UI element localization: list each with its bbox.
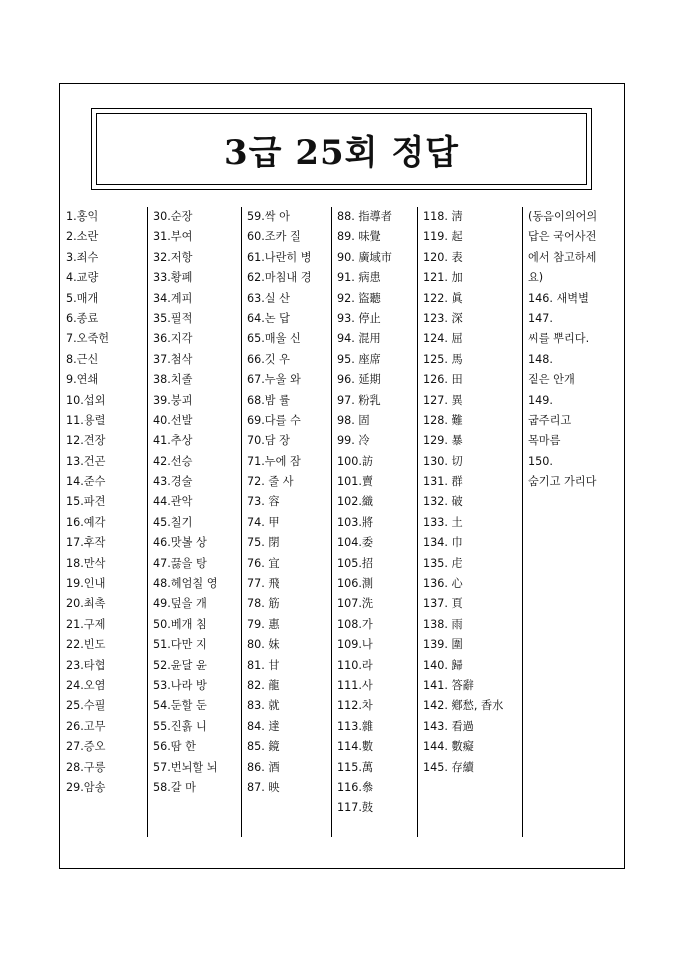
answer-item: 36.지각 [153,332,193,346]
answer-item: 115.萬 [337,760,374,774]
answer-item: 97. 粉乳 [337,393,381,407]
answer-item: 목마름 [528,434,561,448]
answer-item: 112.차 [337,699,373,713]
answer-item: 77. 飛 [247,577,280,591]
answer-item: 3.죄수 [66,250,99,264]
answer-item: 140. 歸 [423,658,463,672]
answer-item: 117.鼓 [337,801,374,815]
answer-item: 116.叅 [337,780,374,794]
answer-item: 98. 固 [337,413,370,427]
answer-item: 141. 答辭 [423,678,474,692]
answer-item: 42.선승 [153,454,193,468]
answer-item: 17.후작 [66,536,106,550]
answer-item: 103.將 [337,515,374,529]
answer-item: 53.나라 방 [153,678,207,692]
answer-item: 80. 妹 [247,638,280,652]
answer-item: 81. 甘 [247,658,280,672]
answer-item: 23.타협 [66,658,106,672]
answer-item: 106.測 [337,577,374,591]
answer-item: 28.구릉 [66,760,106,774]
answer-item: 21.구제 [66,617,106,631]
answer-item: 굽주리고 [528,413,572,427]
answer-item: 71.누에 잠 [247,454,301,468]
answer-column-4 [331,207,418,837]
answer-item: 74. 甲 [247,515,280,529]
answer-item: 145. 存續 [423,760,474,774]
answer-item: 30.순장 [153,210,193,223]
answer-item: 19.인내 [66,577,106,591]
answer-item: 55.진흙 니 [153,719,207,733]
answer-item: 142. 鄕愁, 香水 [423,699,504,713]
answer-item: 15.파견 [66,495,106,509]
answer-item: 119. 起 [423,230,463,244]
answer-item: 7.오죽헌 [66,332,110,346]
answer-item: 66.깃 우 [247,352,290,366]
answer-item: 48.헤엄칠 영 [153,577,218,591]
answer-item: 131. 群 [423,475,463,489]
answer-item: 33.황폐 [153,271,193,285]
answer-item: 147. [528,311,553,325]
answer-item: 100.訪 [337,454,374,468]
answer-item: 149. [528,393,553,407]
title-box [91,108,592,190]
answer-item: 109.나 [337,638,373,652]
answer-item: 34.계피 [153,291,193,305]
answer-item: 65.매울 신 [247,332,301,346]
answer-item: 82. 龍 [247,678,280,692]
answer-item: 61.나란히 병 [247,250,312,264]
answer-item: 60.조카 질 [247,230,301,244]
answer-item: 121. 加 [423,271,463,285]
answer-item: 79. 惠 [247,617,280,631]
answer-item: 107.洗 [337,597,374,611]
answer-item: 64.논 답 [247,311,290,325]
answer-item: 86. 酒 [247,760,280,774]
answer-item: 111.사 [337,678,373,692]
answer-item: 49.덮을 개 [153,597,207,611]
answer-item: 101.賣 [337,475,374,489]
answer-item: 148. [528,352,553,366]
answer-item: 88. 指導者 [337,210,392,223]
answer-column-6 [522,207,623,837]
answer-item: 43.경술 [153,475,193,489]
answer-item: 96. 延期 [337,373,381,387]
answer-item: 44.관악 [153,495,193,509]
answer-item: 134. 巾 [423,536,463,550]
answer-item: 95. 座席 [337,352,381,366]
answer-item: 128. 難 [423,413,463,427]
answer-column-2 [147,207,242,837]
answer-item: 62.마침내 경 [247,271,312,285]
answer-item: 51.다만 지 [153,638,207,652]
answer-item: 108.가 [337,617,373,631]
answer-item: 122. 眞 [423,291,463,305]
answer-item: 92. 盜聽 [337,291,381,305]
answer-item: 41.추상 [153,434,193,448]
answer-item: 14.준수 [66,475,106,489]
answer-item: 113.雜 [337,719,374,733]
answer-item: 93. 停止 [337,311,381,325]
answer-item: 102.織 [337,495,374,509]
answer-item: 18.만삭 [66,556,106,570]
answer-item: 138. 雨 [423,617,463,631]
answer-item: 16.예각 [66,515,106,529]
answer-item: 52.윤달 윤 [153,658,207,672]
answer-item: 123. 深 [423,311,463,325]
answer-item: 84. 達 [247,719,280,733]
answer-item: 135. 虍 [423,556,463,570]
answer-item: 씨를 뿌리다. [528,332,590,346]
answer-item: 50.베개 침 [153,617,207,631]
answer-item: 63.실 산 [247,291,290,305]
answer-item: 75. 閉 [247,536,280,550]
answer-item: 39.붕괴 [153,393,193,407]
answer-item: 143. 看過 [423,719,474,733]
answer-item: 31.부여 [153,230,193,244]
answer-column-1 [66,207,148,837]
answer-item: 짙은 안개 [528,373,575,387]
answer-item: 125. 馬 [423,352,463,366]
answer-item: (동음이의어의 [528,210,598,223]
answer-item: 89. 味覺 [337,230,381,244]
title-inner-box [96,113,587,185]
answer-item: 54.둔할 둔 [153,699,207,713]
answer-item: 144. 數癡 [423,740,474,754]
answer-item: 45.칠기 [153,515,193,529]
answer-item: 114.數 [337,740,374,754]
answer-item: 1.홍익 [66,210,99,223]
answer-item: 58.갈 마 [153,780,196,794]
answer-item: 73. 容 [247,495,280,509]
answer-item: 요) [528,271,544,285]
answer-item: 20.최촉 [66,597,106,611]
answer-item: 답은 국어사전 [528,230,597,244]
answer-item: 150. [528,454,553,468]
answer-item: 22.빈도 [66,638,106,652]
answer-item: 91. 病患 [337,271,381,285]
answer-item: 72. 줄 사 [247,475,294,489]
answer-item: 94. 混用 [337,332,381,346]
answer-item: 8.근신 [66,352,99,366]
answer-item: 69.다를 수 [247,413,301,427]
answer-item: 105.招 [337,556,374,570]
answer-item: 38.치졸 [153,373,193,387]
answer-item: 10.섭외 [66,393,106,407]
answer-column-5 [417,207,523,837]
answer-item: 5.매개 [66,291,99,305]
answer-item: 2.소란 [66,230,99,244]
answer-item: 32.저항 [153,250,193,264]
answer-item: 숨기고 가리다 [528,475,597,489]
answer-item: 29.암송 [66,780,106,794]
answer-item: 87. 映 [247,780,280,794]
answer-item: 68.밤 률 [247,393,290,407]
answer-item: 13.건곤 [66,454,106,468]
answer-item: 129. 暴 [423,434,463,448]
answer-item: 9.연쇄 [66,373,99,387]
answer-item: 46.맛볼 상 [153,536,207,550]
answer-item: 6.종료 [66,311,99,325]
answer-item: 24.오염 [66,678,106,692]
answer-item: 136. 心 [423,577,463,591]
answer-item: 12.견장 [66,434,106,448]
answer-item: 59.싹 아 [247,210,290,223]
answer-item: 130. 切 [423,454,463,468]
answer-item: 27.증오 [66,740,106,754]
answer-item: 11.용렬 [66,413,106,427]
answer-item: 37.첨삭 [153,352,193,366]
answer-item: 139. 圍 [423,638,463,652]
answer-item: 126. 田 [423,373,463,387]
answer-item: 146. 새벽별 [528,291,589,305]
answer-item: 70.담 장 [247,434,290,448]
answer-item: 99. 冷 [337,434,370,448]
answer-item: 127. 異 [423,393,463,407]
answer-item: 132. 破 [423,495,463,509]
answer-item: 110.라 [337,658,373,672]
answer-item: 76. 宜 [247,556,280,570]
answer-item: 90. 廣域市 [337,250,392,264]
answer-item: 35.필적 [153,311,193,325]
answer-item: 26.고무 [66,719,106,733]
answer-item: 78. 筋 [247,597,280,611]
answer-column-3 [241,207,332,837]
answer-item: 57.번뇌할 뇌 [153,760,218,774]
answer-item: 120. 表 [423,250,463,264]
answer-item: 에서 참고하세 [528,250,597,264]
answer-item: 47.끓을 탕 [153,556,207,570]
answer-item: 56.땀 한 [153,740,196,754]
answer-item: 25.수필 [66,699,106,713]
answer-item: 104.委 [337,536,374,550]
answer-item: 83. 就 [247,699,280,713]
answer-item: 4.교량 [66,271,99,285]
answer-item: 137. 頁 [423,597,463,611]
answer-item: 124. 屈 [423,332,463,346]
answer-item: 67.누울 와 [247,373,301,387]
answer-item: 118. 淸 [423,210,463,223]
page-title: 3급 25회 정답 [223,132,460,173]
answer-item: 85. 鏡 [247,740,280,754]
answer-item: 133. 土 [423,515,463,529]
answer-item: 40.선발 [153,413,193,427]
